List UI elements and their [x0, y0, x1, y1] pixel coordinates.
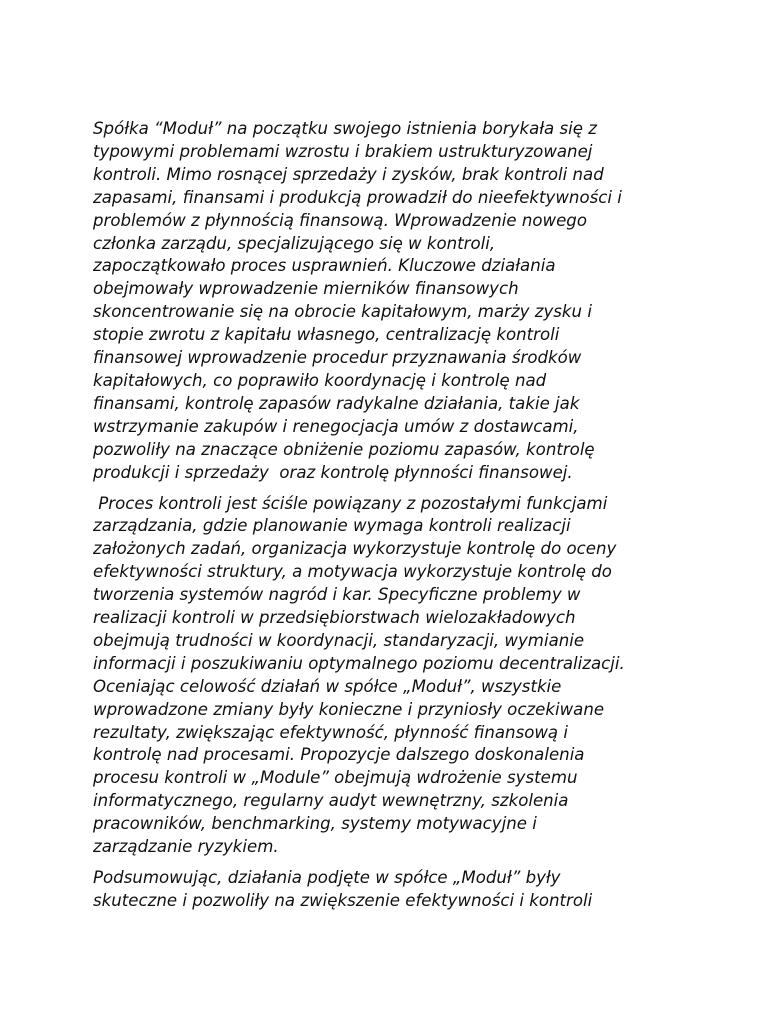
text-line: wprowadzone zmiany były konieczne i przyniosły oczekiwane: [93, 699, 605, 719]
text-line: procesu kontroli w „Module” obejmują wdrożenie systemu: [93, 768, 578, 788]
text-line: zapoczątkowało proces usprawnień. Kluczowe działania: [93, 256, 556, 276]
text-line: pracowników, benchmarking, systemy motywacyjne i: [93, 814, 537, 834]
text-line: tworzenia systemów nagród i kar. Specyficzne problemy w: [93, 585, 581, 605]
text-line: kontroli. Mimo rosnącej sprzedaży i zysków, brak kontroli nad: [93, 164, 604, 184]
text-line: Spółka “Moduł” na początku swojego istnienia borykała się z: [93, 119, 597, 138]
text-line: stopie zwrotu z kapitału własnego, centralizację kontroli: [93, 325, 560, 345]
text-line: efektywności struktury, a motywacja wykorzystuje kontrolę do: [93, 562, 612, 582]
text-line: skoncentrowanie się na obrocie kapitałowym, marży zysku i: [93, 302, 592, 322]
text-line: finansowej wprowadzenie procedur przyznawania środków: [93, 348, 582, 368]
text-line: obejmowały wprowadzenie mierników finansowych: [93, 279, 519, 299]
text-line: kapitałowych, co poprawiło koordynację i kontrolę nad: [93, 370, 547, 390]
paragraph-3: [93, 867, 678, 913]
text-line: typowymi problemami wzrostu i brakiem ustrukturyzowanej: [93, 141, 593, 161]
text-line: informatycznego, regularny audyt wewnętrzny, szkolenia: [93, 791, 569, 811]
text-line: informacji i poszukiwaniu optymalnego poziomu decentralizacji.: [93, 653, 625, 673]
text-line: finansami, kontrolę zapasów radykalne działania, takie jak: [93, 393, 580, 413]
paragraph-1: [93, 118, 678, 485]
text-line: Oceniając celowość działań w spółce „Moduł”, wszystkie: [93, 676, 562, 696]
text-line: zapasami, finansami i produkcją prowadził do nieefektywności i: [93, 187, 622, 207]
text-line: wstrzymanie zakupów i renegocjacja umów z dostawcami,: [93, 416, 579, 436]
text-line: kontrolę nad procesami. Propozycje dalszego doskonalenia: [93, 745, 585, 765]
text-line: członka zarządu, specjalizującego się w kontroli,: [93, 233, 496, 253]
text-line: Proces kontroli jest ściśle powiązany z pozostałymi funkcjami: [93, 493, 608, 513]
text-line: pozwoliły na znaczące obniżenie poziomu zapasów, kontrolę: [93, 439, 595, 459]
text-line: skuteczne i pozwoliły na zwiększenie efektywności i kontroli: [93, 890, 593, 910]
text-line: zarządzania, gdzie planowanie wymaga kontroli realizacji: [93, 516, 571, 536]
text-line: obejmują trudności w koordynacji, standaryzacji, wymianie: [93, 630, 585, 650]
text-line: realizacji kontroli w przedsiębiorstwach wielozakładowych: [93, 608, 576, 628]
text-line: założonych zadań, organizacja wykorzystuje kontrolę do oceny: [93, 539, 617, 559]
text-line: produkcji i sprzedaży oraz kontrolę płynności finansowej.: [93, 462, 573, 482]
text-line: rezultaty, zwiększając efektywność, płynność finansową i: [93, 722, 568, 742]
text-line: zarządzanie ryzykiem.: [93, 837, 279, 857]
text-line: problemów z płynnością finansową. Wprowadzenie nowego: [93, 210, 587, 230]
paragraph-2: [93, 493, 678, 860]
text-line: Podsumowując, działania podjęte w spółce „Moduł” były: [93, 868, 561, 887]
document-body: [93, 118, 678, 913]
